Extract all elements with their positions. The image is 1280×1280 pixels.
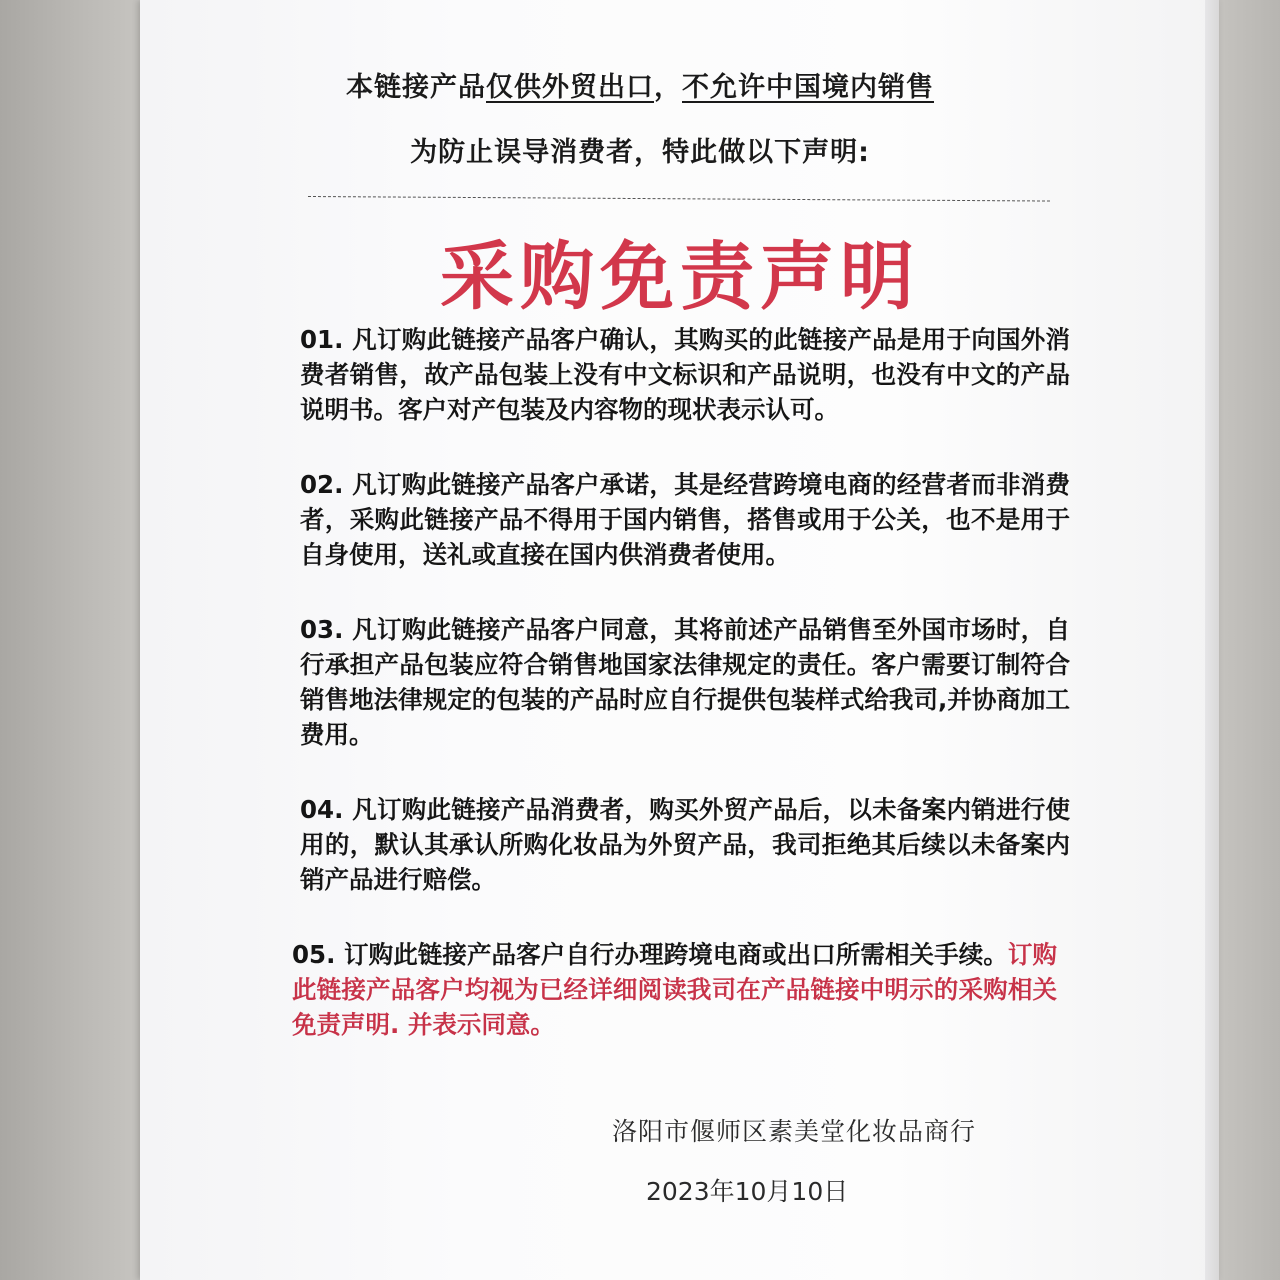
- clause-05-text: 05. 订购此链接产品客户自行办理跨境电商或出口所需相关手续。: [292, 940, 1008, 969]
- header-separator: ，: [654, 72, 682, 103]
- document-title: 采购免责声明: [440, 234, 920, 320]
- clause-05: [292, 937, 1057, 1042]
- paper-edge: [1205, 0, 1219, 1280]
- clause-02: 02. 凡订购此链接产品客户承诺，其是经营跨境电商的经营者而非消费者，采购此链接产品不得用于国内销售，搭售或用于公关，也不是用于自身使用，送礼或直接在国内供消费者使用。: [300, 470, 1070, 569]
- header-prefix: 本链接产品: [346, 72, 486, 103]
- signature-company: 洛阳市偃师区素美堂化妆品商行: [612, 1117, 977, 1146]
- signature-date: 2023年10月10日: [646, 1177, 849, 1206]
- desk-surface-left: [0, 0, 150, 1280]
- clause-05-red-text: 订购此链接产品客户均视为已经详细阅读我司在产品链接中明示的采购相关免责声明. 并表示同意。: [292, 940, 1057, 1039]
- header-underlined-no-domestic: 不允许中国境内销售: [682, 72, 934, 103]
- header-line-1: [0, 65, 1280, 104]
- header-underlined-export-only: 仅供外贸出口: [486, 72, 654, 103]
- clause-04: 04. 凡订购此链接产品消费者，购买外贸产品后，以未备案内销进行使用的，默认其承认所购化妆品为外贸产品，我司拒绝其后续以未备案内销产品进行赔偿。: [300, 795, 1070, 894]
- clause-01: 01. 凡订购此链接产品客户确认，其购买的此链接产品是用于向国外消费者销售，故产品包装上没有中文标识和产品说明，也没有中文的产品说明书。客户对产包装及内容物的现状表示认可。: [300, 325, 1070, 424]
- clause-list: [292, 322, 1070, 1082]
- header-line-2: 为防止误导消费者，特此做以下声明:: [410, 137, 870, 168]
- clause-03: 03. 凡订购此链接产品客户同意，其将前述产品销售至外国市场时，自行承担产品包装应符合销售地国家法律规定的责任。客户需要订制符合销售地法律规定的包装的产品时应自行提供包装样式给我司,并协商加工费用。: [300, 615, 1070, 749]
